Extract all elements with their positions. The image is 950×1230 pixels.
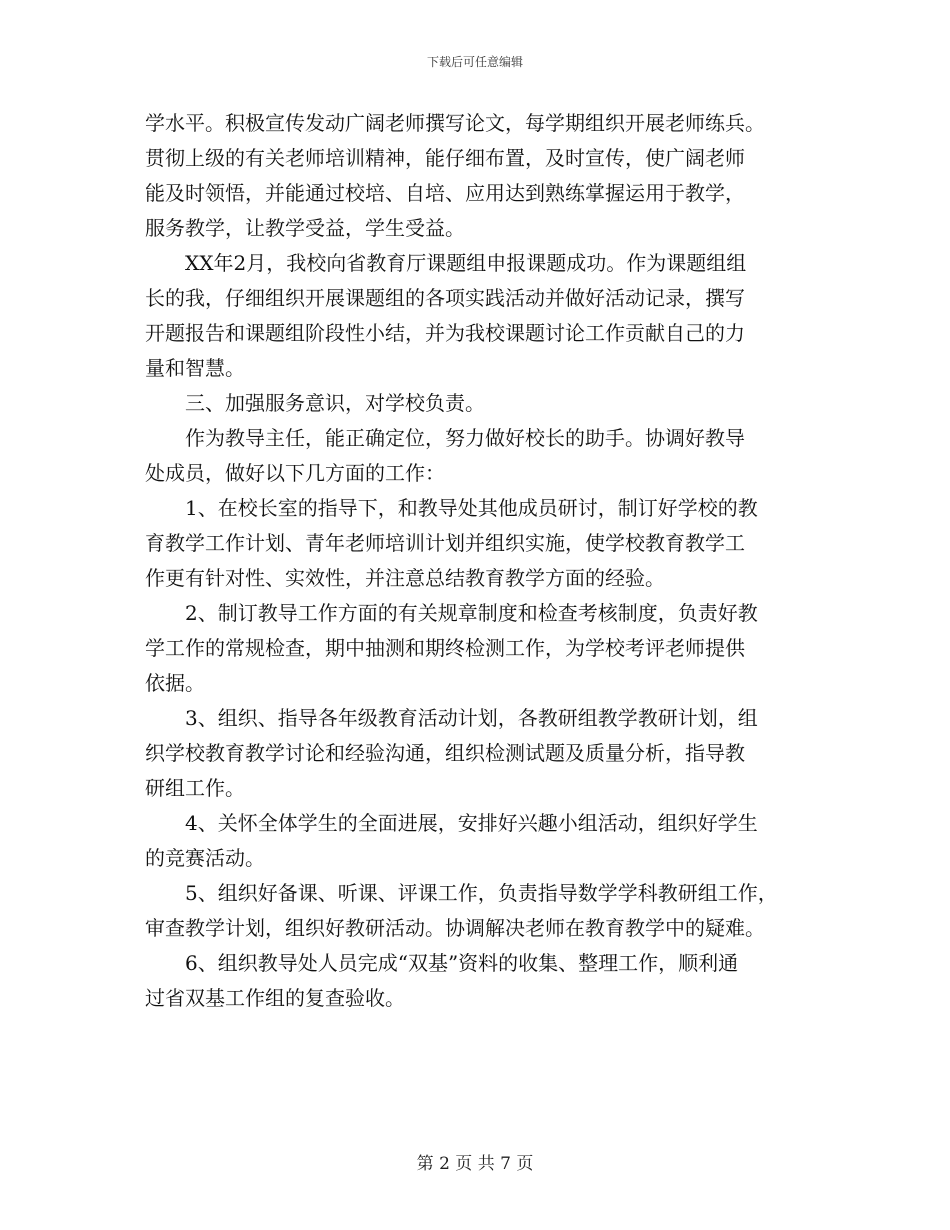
document-body [145,106,815,1016]
paragraph-2: XX年2月，我校向省教育厅课题组申报课题成功。作为课题组组 长的我，仔细组织开展课题组的各项实践活动并做好活动记录，撰写 开题报告和课题组阶段性小结，并为我校课题讨论工作贡献自己的力 量和智慧。 [145,251,747,380]
list-item-6: 6、组织教导处人员完成“双基”资料的收集、整理工作，顺利通 过省双基工作组的复查验收。 [145,951,739,1010]
paragraph-3-heading: 三、加强服务意识，对学校负责。 [145,391,485,415]
paragraph-4: 作为教导主任，能正确定位，努力做好校长的助手。协调好教导 处成员，做好以下几方面的工作： [145,426,745,485]
list-item-2: 2、制订教导工作方面的有关规章制度和检查考核制度，负责好教 学工作的常规检查，期中抽测和期终检测工作，为学校考评老师提供 依据。 [145,601,758,695]
list-item-1: 1、在校长室的指导下，和教导处其他成员研讨，制订好学校的教 育教学工作计划、青年老师培训计划并组织实施，使学校教育教学工 作更有针对性、实效性，并注意总结教育教学方面的经验。 [145,496,758,590]
list-item-5: 5、组织好备课、听课、评课工作，负责指导数学学科教研组工作， 审查教学计划，组织好教研活动。协调解决老师在教育教学中的疑难。 [145,881,778,940]
list-item-4: 4、关怀全体学生的全面进展，安排好兴趣小组活动，组织好学生 的竞赛活动。 [145,811,758,870]
page-footer: 第 2 页 共 7 页 [416,1154,534,1174]
page-header: 下载后可任意编辑 [426,55,523,69]
paragraph-1: 学水平。积极宣传发动广阔老师撰写论文，每学期组织开展老师练兵。 贯彻上级的有关老师培训精神，能仔细布置，及时宣传，使广阔老师 能及时领悟，并能通过校培、自培、应用达到熟练掌握运用于教学， 服务教学，让教学受益，学生受益。 [145,111,765,240]
list-item-3: 3、组织、指导各年级教育活动计划，各教研组教学教研计划，组 织学校教育教学讨论和经验沟通，组织检测试题及质量分析，指导教 研组工作。 [145,706,758,800]
